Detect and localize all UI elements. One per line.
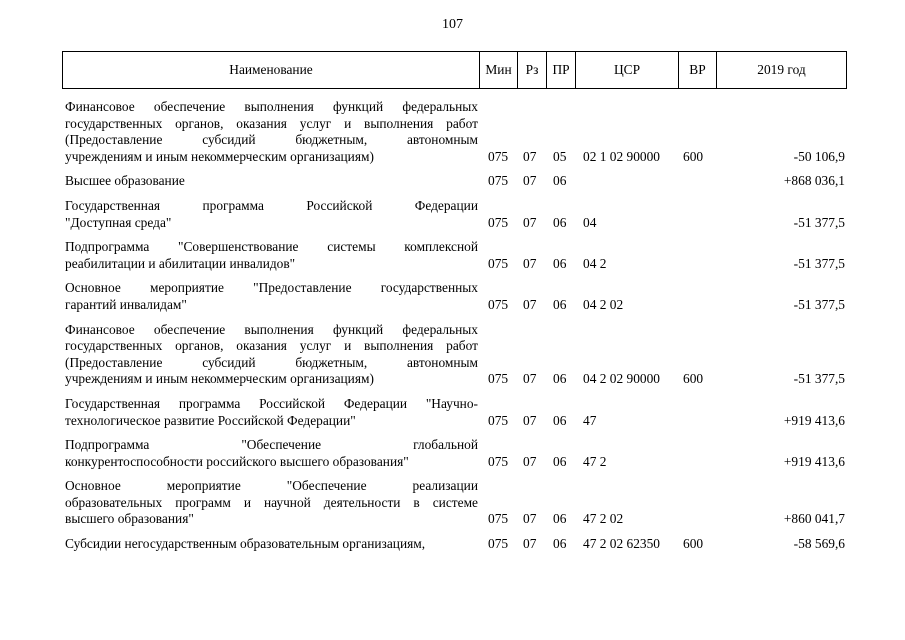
row-value: -51 377,5 <box>793 255 845 271</box>
row-rz: 07 <box>523 371 537 387</box>
table-row <box>62 437 862 470</box>
row-min: 075 <box>488 536 509 552</box>
row-value: +868 036,1 <box>783 173 845 189</box>
table-row <box>62 173 862 190</box>
row-min: 075 <box>488 296 509 312</box>
row-name-line: Финансовое обеспечение выполнения функций федеральных <box>65 99 478 114</box>
table-row <box>62 99 862 165</box>
row-csr: 04 2 02 90000 <box>583 371 660 387</box>
row-min: 075 <box>488 148 509 164</box>
row-min: 075 <box>488 453 509 469</box>
table-row <box>62 322 862 388</box>
table-row <box>62 239 862 272</box>
row-value: -51 377,5 <box>793 371 845 387</box>
row-name-line: Финансовое обеспечение выполнения функций федеральных <box>65 321 478 337</box>
table-row <box>62 478 862 528</box>
row-name-line: Подпрограмма "Обеспечение глобальной <box>65 437 478 453</box>
row-name-line: (Предоставление субсидий бюджетным, автономным <box>65 354 478 370</box>
row-rz: 07 <box>523 255 537 271</box>
table-row <box>62 198 862 231</box>
row-name-line: Субсидии негосударственным образовательным организациям, <box>65 536 426 552</box>
row-min: 075 <box>488 511 509 527</box>
row-vr: 600 <box>683 148 704 164</box>
row-name-line: гарантий инвалидам" <box>65 296 187 312</box>
row-name-line: учреждениям и иным некоммерческим организациям) <box>65 371 374 387</box>
row-pr: 06 <box>553 536 567 552</box>
row-name-line: Подпрограмма "Совершенствование системы комплексной <box>65 239 478 255</box>
row-name-line: Высшее образование <box>65 173 185 189</box>
row-name-line: конкурентоспособности российского высшего образования" <box>65 453 409 469</box>
row-rz: 07 <box>523 214 537 230</box>
row-rz: 07 <box>523 412 537 428</box>
table-row <box>62 536 862 553</box>
header-csr: ЦСР <box>576 52 679 89</box>
row-pr: 06 <box>553 412 567 428</box>
row-value: +860 041,7 <box>783 511 845 527</box>
row-pr: 06 <box>553 173 567 189</box>
row-csr: 04 <box>583 214 597 230</box>
row-csr: 47 <box>583 412 597 428</box>
row-name-line: технологическое развитие Российской Федерации" <box>65 412 356 428</box>
row-value: -51 377,5 <box>793 214 845 230</box>
row-pr: 05 <box>553 148 567 164</box>
row-value: +919 413,6 <box>783 453 845 469</box>
row-value: -51 377,5 <box>793 296 845 312</box>
header-name: Наименование <box>63 52 480 89</box>
row-name-line: государственных органов, оказания услуг и выполнения работ <box>65 115 478 131</box>
header-pr: ПР <box>547 52 576 89</box>
row-rz: 07 <box>523 148 537 164</box>
row-name-line: государственных органов, оказания услуг и выполнения работ <box>65 338 478 354</box>
row-name-line: Государственная программа Российской Федерации "Научно- <box>65 395 478 411</box>
header-vr: ВР <box>679 52 717 89</box>
row-name-line: Основное мероприятие "Обеспечение реализации <box>65 478 478 494</box>
table-row <box>62 396 862 429</box>
row-name-line: Основное мероприятие "Предоставление государственных <box>65 280 478 296</box>
row-name-line: высшего образования" <box>65 511 194 527</box>
row-csr: 04 2 <box>583 255 607 271</box>
row-name-line: (Предоставление субсидий бюджетным, автономным <box>65 132 478 148</box>
table-row <box>62 280 862 313</box>
row-value: -58 569,6 <box>793 536 845 552</box>
row-min: 075 <box>488 255 509 271</box>
row-rz: 07 <box>523 536 537 552</box>
row-csr: 47 2 02 <box>583 511 624 527</box>
table-body <box>62 99 862 561</box>
row-min: 075 <box>488 412 509 428</box>
row-rz: 07 <box>523 296 537 312</box>
row-name-line: образовательных программ и научной деятельности в системе <box>65 494 478 510</box>
row-pr: 06 <box>553 296 567 312</box>
header-min: Мин <box>480 52 518 89</box>
row-value: -50 106,9 <box>793 148 845 164</box>
row-csr: 04 2 02 <box>583 296 624 312</box>
row-pr: 06 <box>553 255 567 271</box>
row-csr: 47 2 <box>583 453 607 469</box>
row-name-line: "Доступная среда" <box>65 214 172 230</box>
row-name-line: реабилитации и абилитации инвалидов" <box>65 255 296 271</box>
row-pr: 06 <box>553 511 567 527</box>
row-value: +919 413,6 <box>783 412 845 428</box>
row-csr: 47 2 02 62350 <box>583 536 660 552</box>
row-name-line: учреждениям и иным некоммерческим организациям) <box>65 148 374 164</box>
row-pr: 06 <box>553 371 567 387</box>
row-rz: 07 <box>523 453 537 469</box>
row-min: 075 <box>488 173 509 189</box>
header-rz: Рз <box>518 52 547 89</box>
header-year: 2019 год <box>717 52 847 89</box>
row-min: 075 <box>488 214 509 230</box>
row-pr: 06 <box>553 214 567 230</box>
row-rz: 07 <box>523 173 537 189</box>
page-number: 107 <box>442 17 463 32</box>
row-vr: 600 <box>683 536 704 552</box>
row-pr: 06 <box>553 453 567 469</box>
row-csr: 02 1 02 90000 <box>583 148 660 164</box>
row-name-line: Государственная программа Российской Федерации <box>65 197 478 213</box>
row-vr: 600 <box>683 371 704 387</box>
table-header <box>62 51 847 89</box>
row-min: 075 <box>488 371 509 387</box>
row-rz: 07 <box>523 511 537 527</box>
